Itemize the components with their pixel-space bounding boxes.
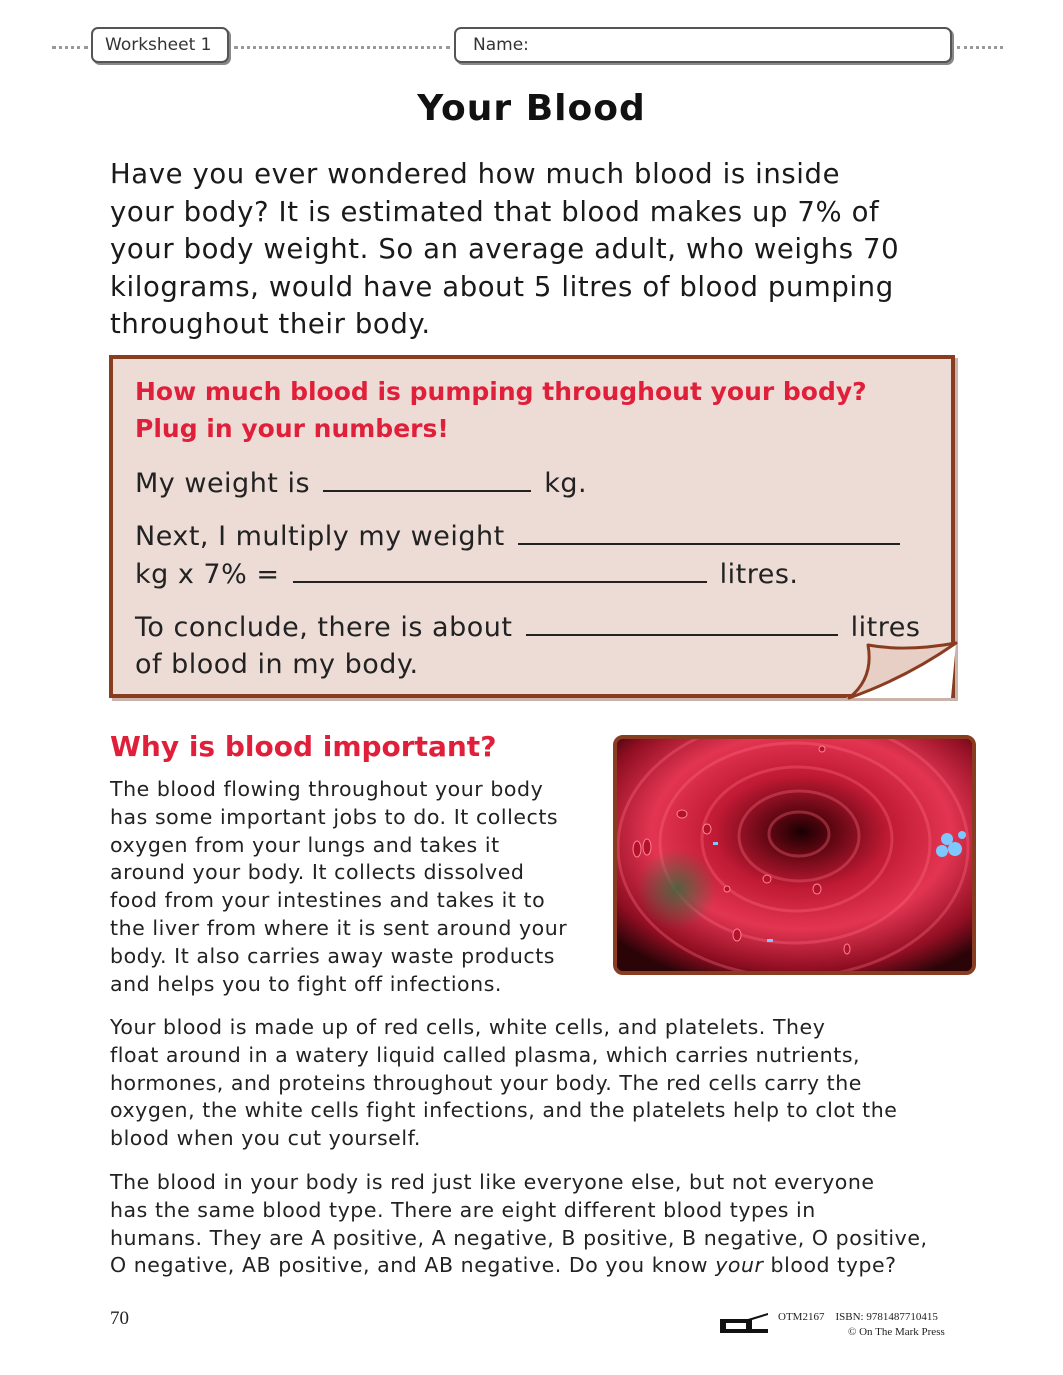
publisher-logo-icon — [718, 1311, 770, 1335]
page-title: Your Blood — [417, 88, 646, 129]
multiply-mid: kg x 7% = — [135, 559, 280, 590]
name-field[interactable] — [454, 27, 952, 63]
conclude-prefix: To conclude, there is about — [135, 612, 513, 643]
isbn: ISBN: 9781487710415 — [835, 1311, 938, 1323]
intro-line: your body? It is estimated that blood makes up 7% of — [110, 195, 880, 228]
footer-line-1 — [778, 1310, 958, 1325]
worksheet-label — [91, 27, 229, 63]
paragraph-line: oxygen, the white cells fight infections, and the platelets help to clot the — [110, 1098, 898, 1123]
weight-line — [135, 464, 940, 503]
conclude-suffix: litres — [850, 612, 921, 643]
calculation-box — [109, 355, 955, 698]
multiply-weight-blank[interactable] — [518, 517, 900, 545]
paragraph-line: has the same blood type. There are eight different blood types in — [110, 1197, 816, 1222]
intro-line: throughout their body. — [110, 308, 431, 340]
paragraph-line: has some important jobs to do. It collects — [110, 804, 559, 829]
conclude-line — [135, 608, 940, 647]
paragraph-line-last — [110, 1252, 965, 1280]
paragraph-line: The blood flowing throughout your body — [110, 777, 544, 801]
conclude-blank[interactable] — [526, 608, 838, 636]
header-dots-left — [52, 46, 88, 49]
paragraph-line: food from your intestines and takes it to — [110, 888, 546, 913]
weight-prefix: My weight is — [135, 468, 311, 499]
page-curl-decoration — [846, 640, 958, 702]
paragraph-line: blood when you cut yourself. — [110, 1126, 421, 1151]
paragraph-line: oxygen from your lungs and takes it — [110, 832, 500, 857]
text-after-emphasis: blood type? — [763, 1253, 897, 1278]
intro-line: kilograms, would have about 5 litres of blood pumping — [110, 270, 894, 303]
text-before-emphasis: O negative, AB positive, and AB negative. Do you know — [110, 1253, 716, 1278]
page-number: 70 — [110, 1308, 129, 1329]
weight-blank[interactable] — [323, 464, 531, 492]
blood-vessel-image — [613, 735, 976, 975]
calculation-heading-line: Plug in your numbers! — [135, 414, 449, 443]
intro-line: your body weight. So an average adult, who weighs 70 — [110, 233, 900, 265]
emphasis-your: your — [715, 1253, 764, 1278]
paragraph-line: The blood in your body is red just like everyone else, but not everyone — [110, 1170, 875, 1194]
worksheet-label-text: Worksheet 1 — [105, 35, 212, 55]
multiply-result-line — [135, 555, 940, 594]
product-code: OTM2167 — [778, 1311, 825, 1323]
conclude-line-2: of blood in my body. — [135, 649, 419, 680]
weight-suffix: kg. — [544, 468, 588, 499]
paragraph-line: hormones, and proteins throughout your body. The red cells carry the — [110, 1070, 862, 1095]
copyright: © On The Mark Press — [848, 1326, 945, 1338]
calculation-heading — [135, 373, 935, 447]
intro-paragraph — [110, 156, 940, 344]
paragraph-line: float around in a watery liquid called plasma, which carries nutrients, — [110, 1042, 861, 1067]
multiply-prefix: Next, I multiply my weight — [135, 521, 505, 552]
name-field-label: Name: — [473, 35, 529, 55]
multiply-result-blank[interactable] — [293, 555, 707, 583]
paragraph-line: and helps you to fight off infections. — [110, 971, 502, 996]
footer-info — [778, 1310, 958, 1340]
paragraph-line: around your body. It collects dissolved — [110, 860, 525, 885]
blood-vessel-illustration — [617, 739, 972, 971]
multiply-line — [135, 517, 940, 556]
calculation-heading-line: How much blood is pumping throughout your body? — [135, 377, 867, 406]
intro-line: Have you ever wondered how much blood is inside — [110, 158, 841, 190]
why-heading: Why is blood important? — [110, 730, 497, 763]
paragraph-jobs — [110, 776, 600, 998]
paragraph-line: body. It also carries away waste products — [110, 943, 556, 968]
multiply-suffix: litres. — [719, 559, 799, 590]
header-dots-middle — [234, 46, 450, 49]
paragraph-line: humans. They are A positive, A negative, B positive, B negative, O positive, — [110, 1225, 928, 1250]
paragraph-components — [110, 1014, 960, 1153]
header-dots-right — [957, 46, 1003, 49]
paragraph-line: Your blood is made up of red cells, white cells, and platelets. They — [110, 1015, 826, 1039]
paragraph-blood-types — [110, 1169, 965, 1280]
paragraph-line: the liver from where it is sent around your — [110, 915, 568, 940]
